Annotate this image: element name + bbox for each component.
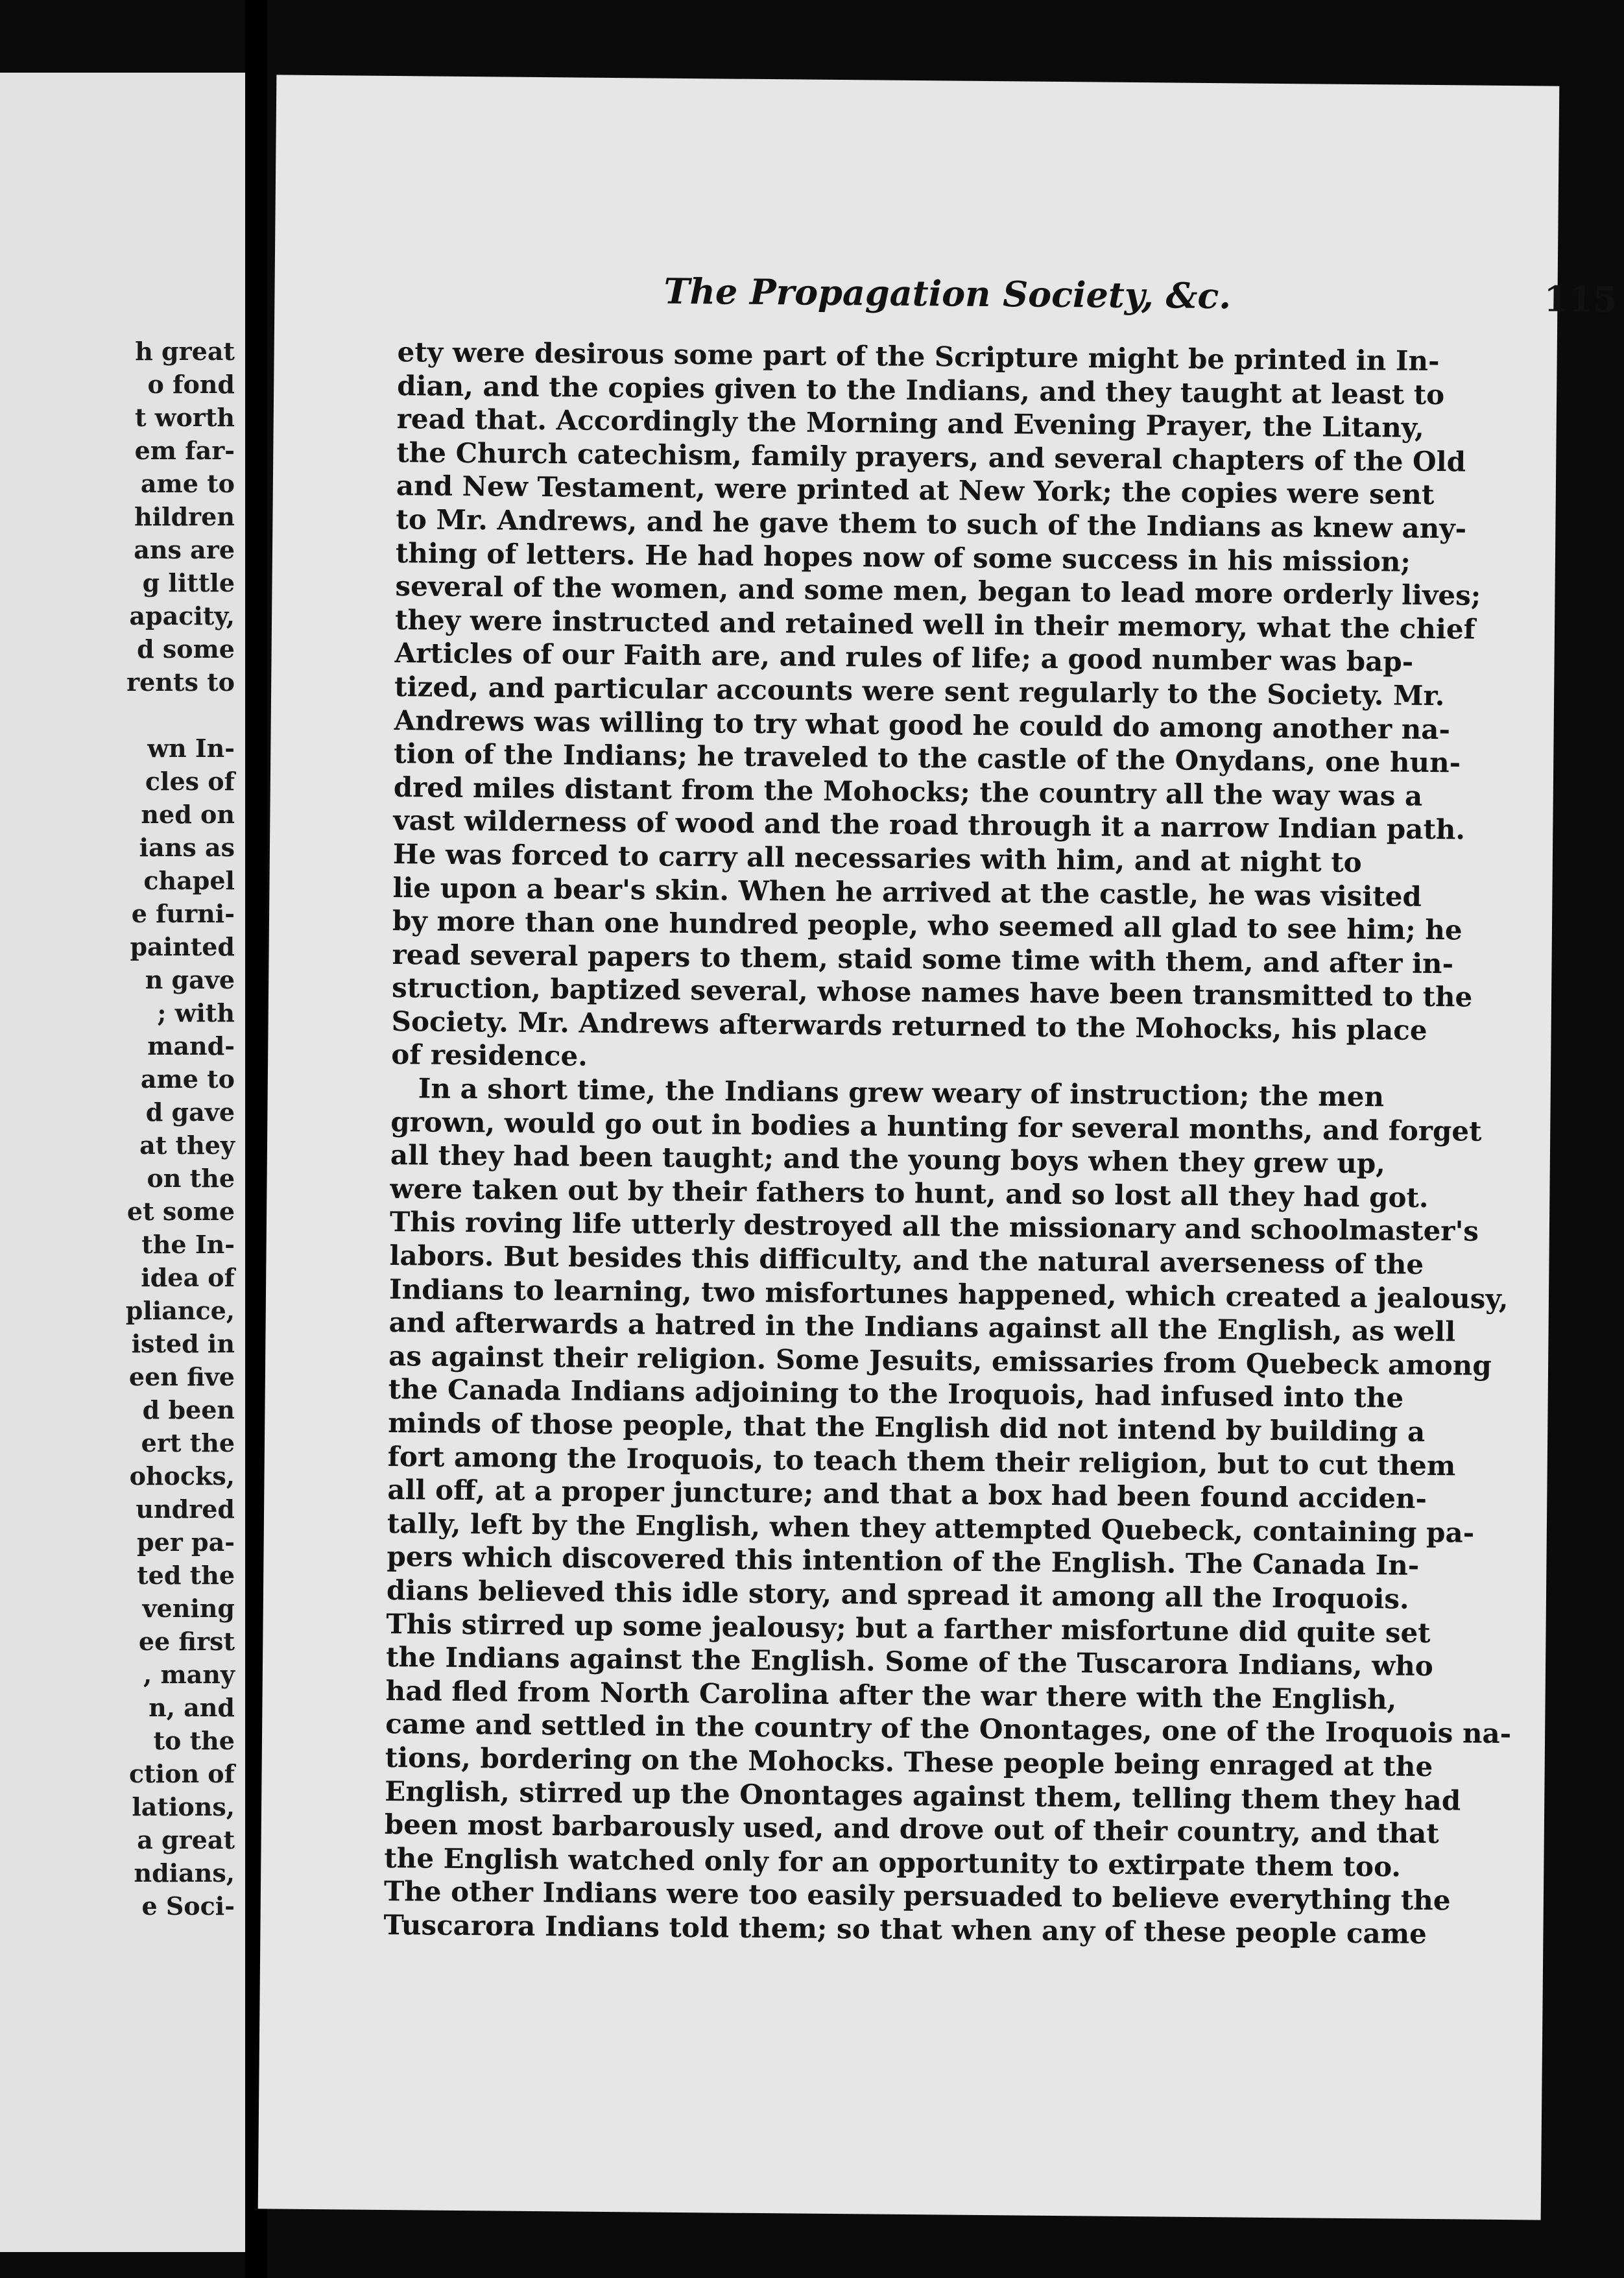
facing-page-fragment: g little [142, 568, 235, 597]
facing-page-fragment: cles of [145, 767, 235, 796]
text-line: of residence. [391, 1038, 588, 1073]
facing-page-fragment: ame to [140, 469, 235, 498]
text-line: been most barbarously used, and drove out of their country, and that [384, 1808, 1439, 1850]
text-line: Society. Mr. Andrews afterwards returned to the Mohocks, his place [391, 1005, 1427, 1046]
text-line: read that. Accordingly the Morning and Evening Prayer, the Litany, [396, 403, 1424, 444]
facing-page-fragment: ; with [157, 998, 235, 1027]
text-line: ety were desirous some part of the Scripture might be printed in In- [397, 336, 1440, 378]
facing-page-fragment: ert the [141, 1428, 235, 1457]
text-line: all they had been taught; and the young boys when they grew up, [390, 1139, 1386, 1180]
body-text [383, 335, 1512, 1950]
facing-page-fragment: d gave [145, 1097, 235, 1127]
text-line: Articles of our Faith are, and rules of life; a good number was bap- [394, 637, 1414, 678]
text-line: This stirred up some jealousy; but a farther misfortune did quite set [386, 1607, 1431, 1649]
facing-page-fragment: on the [147, 1164, 235, 1193]
text-line: Andrews was willing to try what good he could do among another na- [394, 704, 1451, 745]
facing-page-fragment: idea of [141, 1263, 235, 1292]
facing-page-fragment: hildren [134, 502, 235, 531]
facing-page-fragment: apacity, [129, 601, 235, 630]
facing-page-fragment: rents to [126, 667, 235, 697]
facing-page-fragment: ans are [134, 535, 235, 564]
text-line: by more than one hundred people, who seemed all glad to see him; he [392, 905, 1463, 946]
facing-page-fragment: pliance, [125, 1296, 235, 1325]
facing-page-fragment: a great [137, 1825, 235, 1854]
text-line: English, stirred up the Onontages against them, telling them they had [385, 1775, 1461, 1816]
text-line: to Mr. Andrews, and he gave them to such of the Indians as knew any- [396, 503, 1467, 545]
facing-page-fragment: et some [126, 1197, 235, 1226]
text-line: several of the women, and some men, began to lead more orderly lives; [395, 570, 1481, 612]
facing-page-fragment: d been [142, 1395, 235, 1424]
text-line: came and settled in the country of the Onontages, one of the Iroquois na- [385, 1708, 1512, 1750]
text-line: Tuscarora Indians told them; so that when any of these people came [383, 1908, 1427, 1950]
text-line: as against their religion. Some Jesuits, emissaries from Quebeck among [388, 1339, 1492, 1382]
text-line: This roving life utterly destroyed all the missionary and schoolmaster's [389, 1206, 1479, 1248]
facing-page-fragment: ians as [139, 833, 235, 862]
facing-page-fragment: chapel [143, 866, 235, 895]
facing-page-fragment [14, 699, 235, 732]
running-head: The Propagation Society, &c. [663, 270, 1232, 317]
facing-page-fragment: vening [142, 1594, 235, 1623]
text-line: fort among the Iroquois, to teach them their religion, but to cut them [387, 1440, 1456, 1481]
facing-page-fragment: ned on [141, 800, 235, 829]
text-line: tion of the Indians; he traveled to the castle of the Onydans, one hun- [394, 737, 1461, 779]
facing-page-fragment: , many [143, 1660, 235, 1689]
facing-page-fragment: o fond [147, 370, 235, 399]
facing-page-left [0, 73, 245, 2252]
text-line: struction, baptized several, whose names have been transmitted to the [391, 972, 1473, 1013]
facing-page-fragment: ame to [140, 1064, 235, 1094]
text-line: the Canada Indians adjoining to the Iroquois, had infused into the [388, 1373, 1404, 1415]
text-line: thing of letters. He had hopes now of some success in his mission; [395, 536, 1411, 578]
facing-page-fragment: n, and [149, 1693, 235, 1722]
facing-page-fragment: mand- [147, 1031, 235, 1061]
facing-page-fragment: een five [128, 1362, 235, 1391]
facing-page-fragment: ction of [128, 1759, 235, 1788]
facing-page-fragment: h great [135, 337, 235, 366]
facing-page-fragment: at they [139, 1131, 235, 1160]
facing-page-fragment: to the [153, 1726, 235, 1755]
facing-page-fragment: isted in [131, 1329, 235, 1358]
text-line: dians believed this idle story, and spread it among all the Iroquois. [386, 1574, 1409, 1615]
facing-page-fragment: the In- [141, 1230, 235, 1259]
text-line: the Church catechism, family prayers, and several chapters of the Old [396, 436, 1466, 478]
facing-page-fragment: ted the [137, 1561, 235, 1590]
facing-page-fragment: em far- [134, 436, 235, 465]
text-line: lie upon a bear's skin. When he arrived at the castle, he was visited [392, 871, 1422, 913]
text-line: all off, at a proper juncture; and that a box had been found acciden- [387, 1474, 1427, 1515]
facing-page-fragment: ee first [138, 1627, 235, 1656]
text-line: labors. But besides this difficulty, and the natural averseness of the [389, 1240, 1424, 1280]
facing-page-fragment: d some [137, 634, 235, 664]
facing-page-fragment: ohocks, [129, 1461, 235, 1491]
text-line: had fled from North Carolina after the war there with the English, [385, 1674, 1397, 1716]
text-line: the Indians against the English. Some of the Tuscarora Indians, who [385, 1641, 1434, 1683]
text-line: they were instructed and retained well in their memory, what the chief [394, 603, 1475, 645]
page-header [663, 265, 1618, 326]
text-line: minds of those people, that the English did not intend by building a [388, 1407, 1426, 1448]
text-line: the English watched only for an opportunity to extirpate them too. [384, 1841, 1402, 1883]
text-line: vast wilderness of wood and the road through it a narrow Indian path. [393, 804, 1466, 846]
facing-page-text [14, 335, 235, 1923]
facing-page-fragment: n gave [145, 965, 235, 994]
text-line: Indians to learning, two misfortunes happened, which created a jealousy, [388, 1273, 1509, 1315]
page-number: 115 [1544, 278, 1618, 320]
text-line: and afterwards a hatred in the Indians against all the English, as well [388, 1306, 1456, 1348]
text-line: dian, and the copies given to the Indians, and they taught at least to [397, 369, 1445, 411]
text-line: tally, left by the English, when they attempted Quebeck, containing pa- [387, 1507, 1475, 1549]
text-line: read several papers to them, staid some time with them, and after in- [392, 938, 1454, 980]
book-page [258, 75, 1618, 2220]
text-line: He was forced to carry all necessaries with him, and at night to [392, 837, 1362, 878]
facing-page-fragment: t worth [134, 403, 235, 432]
facing-page-fragment: wn In- [147, 734, 235, 763]
text-line: pers which discovered this intention of the English. The Canada In- [387, 1541, 1420, 1582]
facing-page-fragment: lations, [132, 1792, 235, 1821]
facing-page-fragment: e furni- [131, 899, 235, 928]
text-line: were taken out by their fathers to hunt, and so lost all they had got. [390, 1172, 1429, 1214]
facing-page-fragment: painted [130, 932, 235, 961]
text-line: In a short time, the Indians grew weary of instruction; the men [418, 1072, 1385, 1113]
facing-page-fragment: undred [136, 1494, 235, 1524]
text-line: The other Indians were too easily persuaded to believe everything the [383, 1875, 1451, 1917]
text-line: tions, bordering on the Mohocks. These people being enraged at the [385, 1741, 1433, 1783]
facing-page-fragment: per pa- [137, 1528, 235, 1557]
facing-page-fragment: e Soci- [141, 1891, 235, 1921]
text-line: dred miles distant from the Mohocks; the country all the way was a [393, 771, 1423, 812]
text-line: and New Testament, were printed at New York; the copies were sent [396, 470, 1435, 511]
text-line: tized, and particular accounts were sent regularly to the Society. Mr. [394, 670, 1445, 712]
facing-page-fragment: ndians, [134, 1858, 235, 1888]
text-line: grown, would go out in bodies a hunting for several months, and forget [390, 1105, 1482, 1147]
